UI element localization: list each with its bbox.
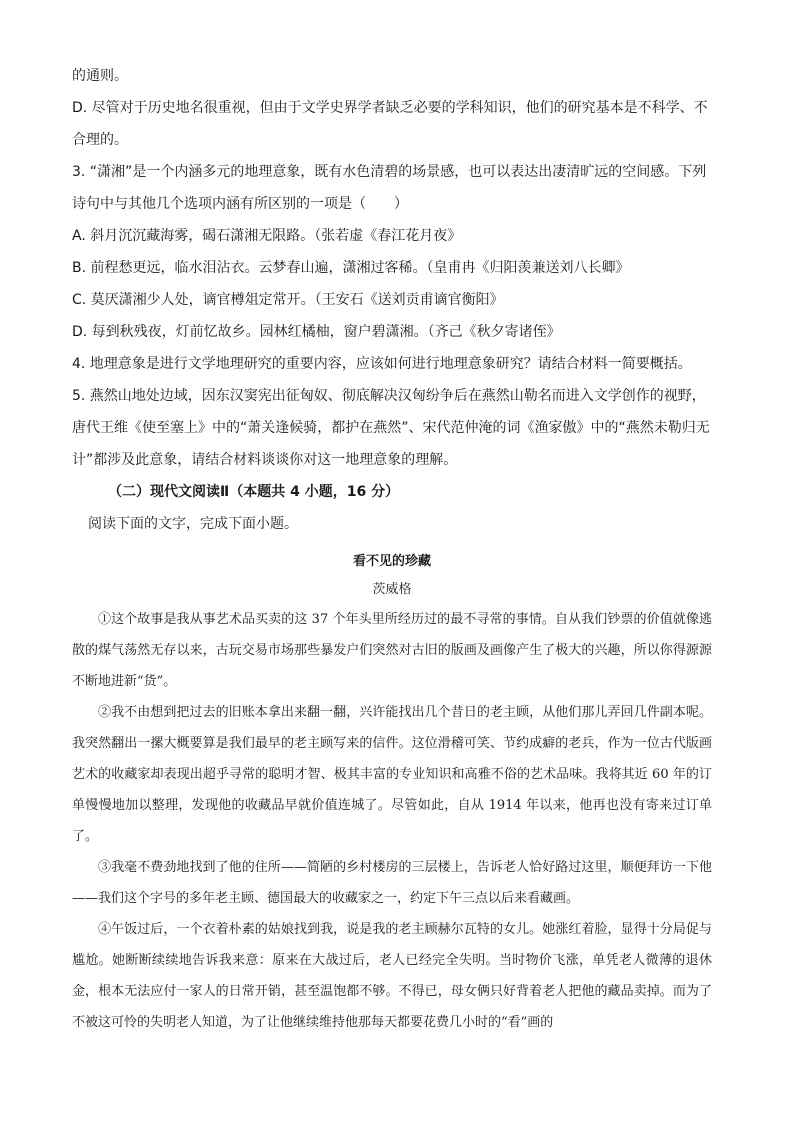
question-3-option-d: D. 每到秋残夜，灯前忆故乡。园林红橘柚，窗户碧潇湘。（齐己《秋夕寄诸侄》	[72, 324, 561, 340]
question-3-stem: 3. “潇湘”是一个内涵多元的地理意象，既有水色清碧的场景感，也可以表达出凄清旷远的空间感。下列诗句中与其他几个选项内涵有所区别的一项是（ ）	[72, 164, 707, 212]
story-author: 茨威格	[372, 582, 412, 597]
question-3-option-c: C. 莫厌潇湘少人处，谪官樽俎定常开。（王安石《送刘贡甫谪官衡阳》	[72, 292, 504, 308]
story-title: 看不见的珍藏	[352, 554, 431, 569]
exam-questions-block	[72, 60, 712, 540]
story-paragraph-2: ②我不由想到把过去的旧账本拿出来翻一翻，兴许能找出几个昔日的老主顾，从他们那儿弄回几件副本呢。我突然翻出一摞大概要算是我们最早的老主顾写来的信件。这位滑稽可笑、节约成癖的老兵，作为一位古代版画艺术的收藏家却表现出超乎寻常的聪明才智、极其丰富的专业知识和高雅不俗的艺术品味。我将其近 60 年的订单慢慢地加以整理，发现他的收藏品早就价值连城了。尽管如此，自从 1914 年以来，他再也没有寄来过订单了。	[72, 705, 712, 844]
reading-instruction: 阅读下面的文字，完成下面小题。	[88, 516, 298, 532]
section-heading: （二）现代文阅读Ⅱ（本题共 4 小题，16 分）	[108, 484, 400, 500]
question-5: 5. 燕然山地处边域，因东汉窦宪出征匈奴、彻底解决汉匈纷争后在燕然山勒名而进入文学创作的视野，唐代王维《使至塞上》中的“萧关逢候骑，都护在燕然”、宋代范仲淹的词《渔家傲》中的“燕然未勒归无计”都涉及此意象，请结合材料谈谈你对这一地理意象的理解。	[72, 388, 710, 468]
question-4: 4. 地理意象是进行文学地理研究的重要内容，应该如何进行地理意象研究？请结合材料一简要概括。	[72, 356, 692, 372]
story-paragraph-1: ①这个故事是我从事艺术品买卖的这 37 个年头里所经历过的最不寻常的事情。自从我们钞票的价值就像逃散的煤气荡然无存以来，古玩交易市场那些暴发户们突然对古旧的版画及画像产生了极大的兴趣，所以你得源源不断地进新“货”。	[72, 612, 712, 689]
question-3-option-a: A. 斜月沉沉藏海雾，碣石潇湘无限路。（张若虚《春江花月夜》	[72, 228, 462, 244]
passage-continuation: 的通则。	[72, 68, 128, 84]
story-paragraph-4: ④午饭过后，一个衣着朴素的姑娘找到我，说是我的老主顾赫尔瓦特的女儿。她涨红着脸，显得十分局促与尴尬。她断断续续地告诉我来意：原来在大战过后，老人已经完全失明。当时物价飞涨，单凭老人微薄的退休金，根本无法应付一家人的日常开销，甚至温饱都不够。不得已，母女俩只好背着老人把他的藏品卖掉。而为了不被这可怜的失明老人知道，为了让他继续维持他那每天都要花费几小时的“看”画的	[72, 922, 712, 1030]
question-3-option-b: B. 前程愁更远，临水泪沾衣。云梦春山遍，潇湘过客稀。（皇甫冉《归阳羡兼送刘八长卿》	[72, 260, 630, 276]
story-paragraph-3: ③我毫不费劲地找到了他的住所——简陋的乡村楼房的三层楼上，告诉老人恰好路过这里，顺便拜访一下他——我们这个字号的多年老主顾、德国最大的收藏家之一，约定下午三点以后来看藏画。	[72, 860, 712, 906]
option-d-paragraph: D. 尽管对于历史地名很重视，但由于文学史界学者缺乏必要的学科知识，他们的研究基本是不科学、不合理的。	[72, 100, 708, 148]
story-body	[72, 604, 712, 1038]
